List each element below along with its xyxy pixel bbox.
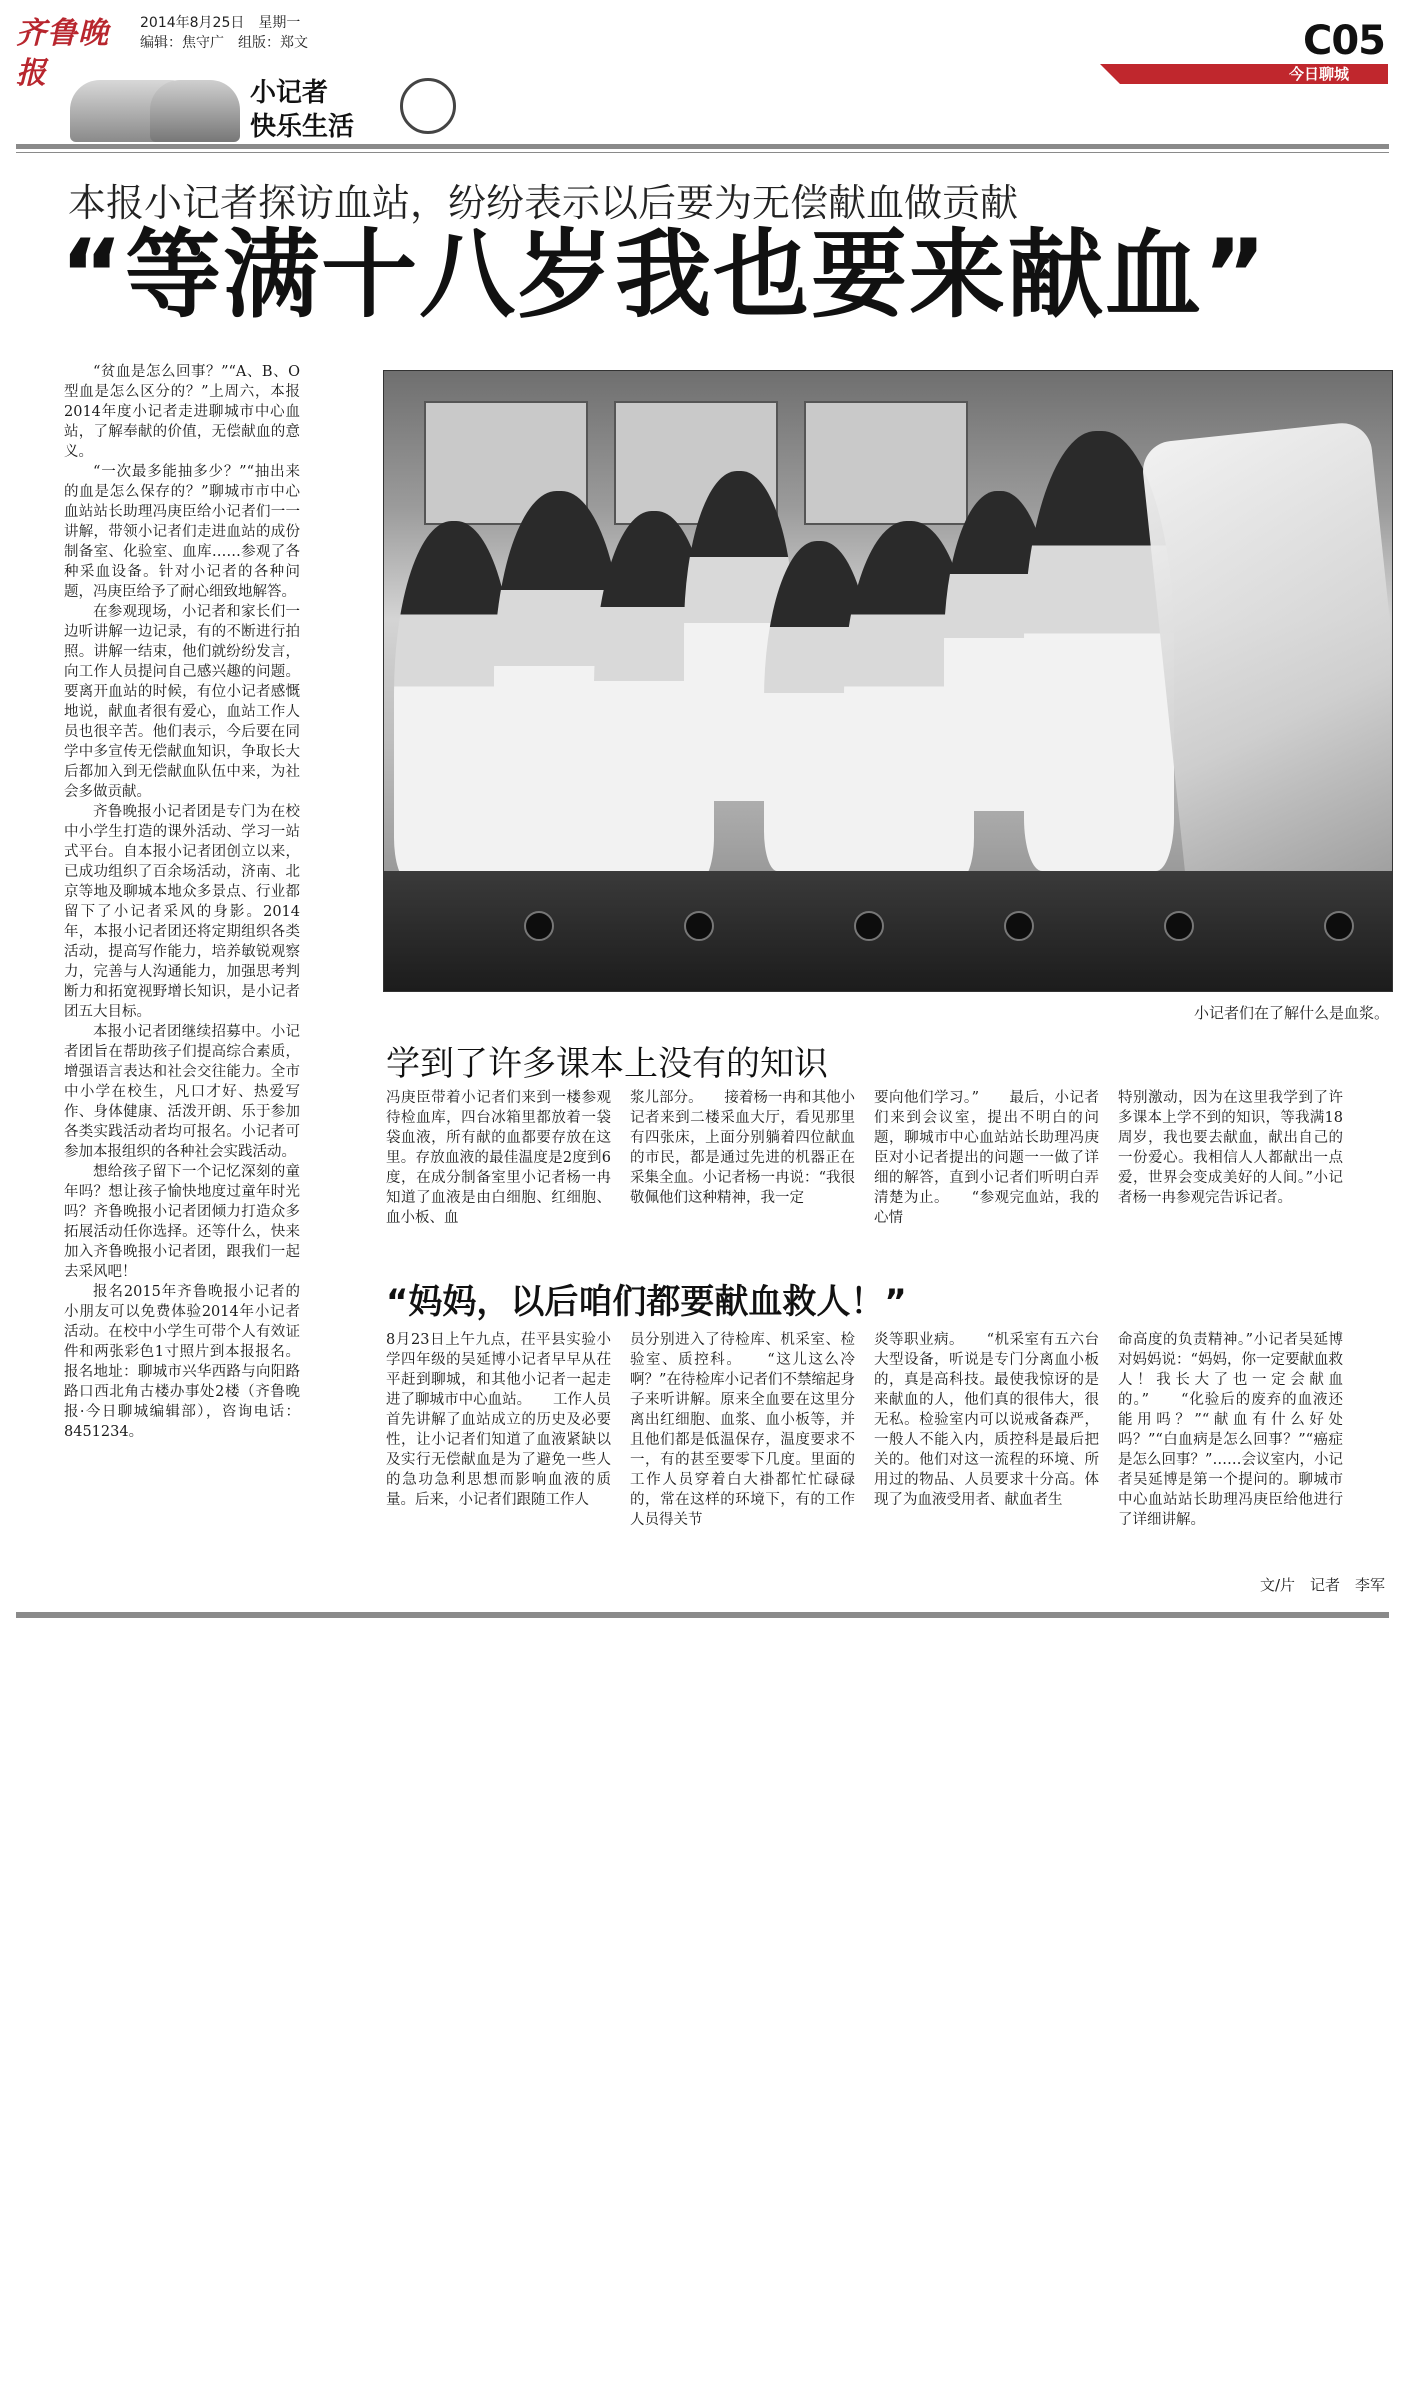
lead-paragraph: “贫血是怎么回事？”“A、B、O型血是怎么区分的？”上周六，本报2014年度小记者走进聊城市中心血站，了解奉献的价值，无偿献血的意义。 <box>64 364 300 460</box>
section2-column-3: 炎等职业病。 “机采室有五六台大型设备，听说是专门分离血小板的，真是高科技。最使我惊讶的是来献血的人，他们真的很伟大，很无私。检验室内可以说戒备森严，一般人不能入内，质控科是最后把关的。他们对这一流程的环境、所用过的物品、人员要求十分高。体现了为血液受用者、献血者生 <box>874 1332 1099 1508</box>
section2-column-2: 员分别进入了待检库、机采室、检验室、质控科。 “这儿这么冷啊？”在待检库小记者们不禁缩起身子来听讲解。原来全血要在这里分离出红细胞、血浆、血小板等，并且他们都是低温保存，温度要求不一，有的甚至要零下几度。里面的工作人员穿着白大褂都忙忙碌碌的，常在这样的环境下，有的工作人员得关节 <box>630 1332 855 1528</box>
column-banner <box>70 70 460 146</box>
column-title-2: 快乐生活 <box>250 112 355 142</box>
section-label: 今日聊城 <box>1288 65 1349 83</box>
headline: “等满十八岁我也要来献血” <box>60 219 1269 331</box>
section1-column-1: 冯庚臣带着小记者们来到一楼参观待检血库，四台冰箱里都放着一袋袋血液，所有献的血都要存放在这里。存放血液的最佳温度是2度到6度，在成分制备室里小记者杨一冉知道了血液是由白细胞、红细胞、血小板、血 <box>386 1090 611 1226</box>
newspaper-logo: 齐鲁晚报 <box>16 16 109 91</box>
lead-paragraph: 报名2015年齐鲁晚报小记者的小朋友可以免费体验2014年小记者活动。在校中小学生可带个人有效证件和两张彩色1寸照片到本报报名。报名地址：聊城市兴华西路与向阳路路口西北角古楼办事处2楼（齐鲁晚报·今日聊城编辑部），咨询电话：8451234。 <box>64 1284 300 1440</box>
section2-column-1: 8月23日上午九点，茌平县实验小学四年级的吴延博小记者早早从茌平赶到聊城，和其他小记者一起走进了聊城市中心血站。 工作人员首先讲解了血站成立的历史及必要性，让小记者们知道了血液紧缺以及实行无偿献血是为了避免一些人的急功急利思想而影响血液的质量。后来，小记者们跟随工作人 <box>386 1332 611 1508</box>
lead-paragraph: 想给孩子留下一个记忆深刻的童年吗？想让孩子愉快地度过童年时光吗？齐鲁晚报小记者团倾力打造众多拓展活动任你选择。还等什么，快来加入齐鲁晚报小记者团，跟我们一起去采风吧！ <box>64 1164 300 1280</box>
subhead-2: “妈妈，以后咱们都要献血救人！” <box>386 1282 907 1322</box>
section2-column-4: 命高度的负责精神。”小记者吴延博对妈妈说：“妈妈，你一定要献血救人！我长大了也一定会献血的。” “化验后的废弃的血液还能用吗？”“献血有什么好处吗？”“白血病是怎么回事？”“癌症是怎么回事？”……会议室内，小记者吴延博是第一个提问的。聊城市中心血站站长助理冯庚臣给他进行了详细讲解。 <box>1118 1332 1343 1528</box>
subhead-1: 学到了许多课本上没有的知识 <box>386 1044 828 1084</box>
lead-paragraph: “一次最多能抽多少？”“抽出来的血是怎么保存的？”聊城市市中心血站站长助理冯庚臣给小记者们一一讲解，带领小记者们走进血站的成份制备室、化验室、血库……参观了各种采血设备。针对小记者的各种问题，冯庚臣给予了耐心细致地解答。 <box>64 464 300 600</box>
lead-column <box>64 362 300 1442</box>
lead-paragraph: 本报小记者团继续招募中。小记者团旨在帮助孩子们提高综合素质，增强语言表达和社会交往能力。全市中小学在校生，凡口才好、热爱写作、身体健康、活泼开朗、乐于参加各类实践活动者均可报名。小记者可参加本报组织的各种社会实践活动。 <box>64 1024 300 1160</box>
column-title-1: 小记者 <box>250 78 329 108</box>
decorative-ring-icon <box>400 78 456 134</box>
header-rule-thin <box>16 152 1389 153</box>
lead-paragraph: 齐鲁晚报小记者团是专门为在校中小学生打造的课外活动、学习一站式平台。自本报小记者团创立以来，已成功组织了百余场活动，济南、北京等地及聊城本地众多景点、行业都留下了小记者采风的身影。2014年，本报小记者团还将定期组织各类活动，提高写作能力，培养敏锐观察力，完善与人沟通能力，加强思考判断力和拓宽视野增长知识，是小记者团五大目标。 <box>64 804 300 1020</box>
date-line: 2014年8月25日 星期一 <box>140 15 301 31</box>
editor-line: 编辑：焦守广 组版：郑文 <box>140 35 308 51</box>
kicker: 本报小记者探访血站，纷纷表示以后要为无偿献血做贡献 <box>68 181 1019 225</box>
page-number: C05 <box>1302 18 1385 64</box>
footer-rule <box>16 1612 1389 1618</box>
lead-paragraph: 在参观现场，小记者和家长们一边听讲解一边记录，有的不断进行拍照。讲解一结束，他们就纷纷发言，向工作人员提问自己感兴趣的问题。要离开血站的时候，有位小记者感慨地说，献血者很有爱心，血站工作人员也很辛苦。他们表示，今后要在同学中多宣传无偿献血知识，争取长大后都加入到无偿献血队伍中来，为社会多做贡献。 <box>64 604 300 800</box>
byline: 文/片 记者 李军 <box>1259 1576 1385 1594</box>
section1-column-4: 特别激动，因为在这里我学到了许多课本上学不到的知识，等我满18周岁，我也要去献血，献出自己的一份爱心。我相信人人都献出一点爱，世界会变成美好的人间。”小记者杨一冉参观完告诉记者。 <box>1118 1090 1343 1206</box>
photo-caption: 小记者们在了解什么是血浆。 <box>1193 1004 1389 1022</box>
kid-photo-icon <box>150 80 240 142</box>
blood-bag-icon <box>1140 420 1393 911</box>
header-rule <box>16 144 1389 149</box>
section1-column-2: 浆儿部分。 接着杨一冉和其他小记者来到二楼采血大厅，看见那里有四张床，上面分别躺着四位献血的市民，都是通过先进的机器正在采集全血。小记者杨一冉说：“我很敬佩他们这种精神，我一定 <box>630 1090 855 1206</box>
news-photo <box>383 370 1393 992</box>
section1-column-3: 要向他们学习。” 最后，小记者们来到会议室，提出不明白的问题，聊城市中心血站站长助理冯庚臣对小记者提出的问题一一做了详细的解答，直到小记者们听明白弄清楚为止。 “参观完血站，我的心情 <box>874 1090 1099 1226</box>
